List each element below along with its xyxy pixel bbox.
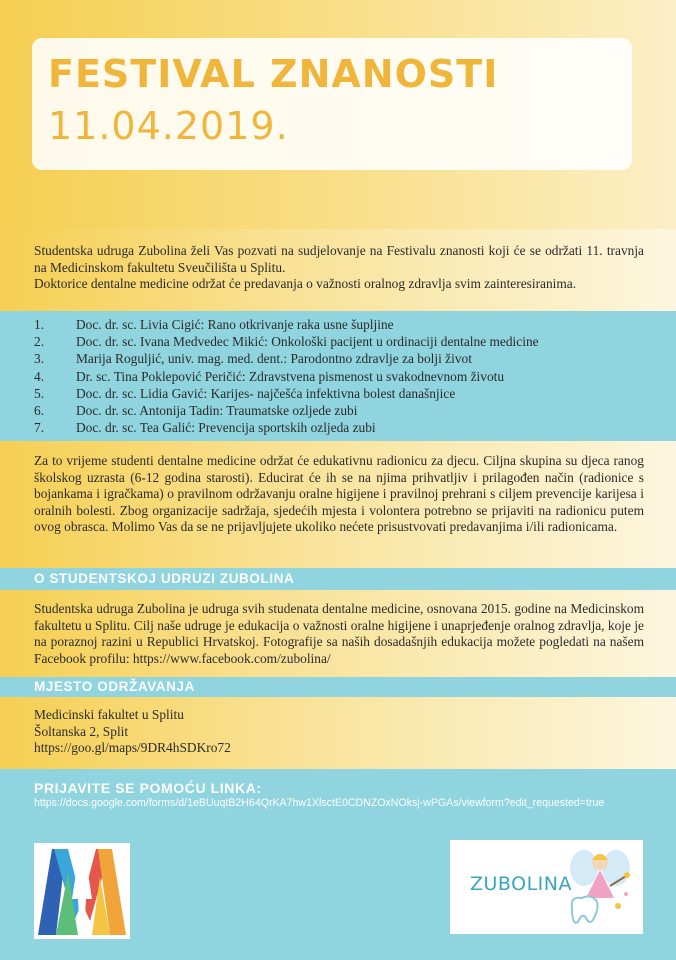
signup-heading: PRIJAVITE SE POMOĆU LINKA: bbox=[34, 780, 262, 796]
list-item bbox=[34, 385, 644, 402]
location-heading: MJESTO ODRŽAVANJA bbox=[34, 679, 195, 694]
lecture-text: Doc. dr. sc. Ivana Medvedec Mikić: Onkološki pacijent u ordinaciji dentalne medicine bbox=[76, 334, 539, 350]
list-item bbox=[34, 402, 644, 419]
intro-text bbox=[34, 243, 644, 293]
tooth-fairy-icon bbox=[560, 846, 638, 930]
lecture-text: Doc. dr. sc. Antonija Tadin: Traumatske ozljede zubi bbox=[76, 402, 358, 418]
intro-line-2: Doktorice dentalne medicine održat će predavanja o važnosti oralnog zdravlja svim zainteresiranima. bbox=[34, 276, 577, 291]
lecture-text: Doc. dr. sc. Livia Cigić: Rano otkrivanje raka usne šupljine bbox=[76, 317, 394, 332]
list-item bbox=[34, 350, 644, 367]
lecture-list bbox=[34, 316, 644, 436]
about-text: Studentska udruga Zubolina je udruga svih studenata dentalne medicine, osnovana 2015. godine na Medicinskom fakultetu u Splitu. Cilj naše udruge je edukacija o važnosti oralne higijene i unaprjeđenje oralnog zdravlja, koje je na poraznoj razini u Republici Hrvatskoj. Fotografije sa naših dosadašnjih edukacija možete pogledati na našem Facebook profilu: https://www.facebook.com/zubolina/ bbox=[34, 601, 644, 666]
list-item bbox=[34, 419, 644, 436]
list-number: 4. bbox=[34, 368, 45, 384]
lecture-text: Doc. dr. sc. Lidia Gavić: Karijes- najčešća infektivna bolest današnjice bbox=[76, 385, 456, 401]
lecture-text: Doc. dr. sc. Tea Galić: Prevencija sportskih ozljeda zubi bbox=[76, 420, 376, 436]
list-number: 1. bbox=[34, 317, 45, 332]
list-item bbox=[34, 333, 644, 350]
faculty-logo-icon bbox=[34, 843, 130, 939]
list-number: 3. bbox=[34, 351, 45, 367]
list-number: 2. bbox=[34, 334, 45, 350]
page-title: FESTIVAL ZNANOSTI bbox=[48, 52, 499, 96]
list-item bbox=[34, 368, 644, 385]
location-link[interactable]: https://goo.gl/maps/9DR4hSDKro72 bbox=[34, 740, 231, 755]
about-heading: O STUDENTSKOJ UDRUZI ZUBOLINA bbox=[34, 571, 295, 586]
faculty-logo bbox=[34, 843, 130, 939]
location-line-1: Medicinski fakultet u Splitu bbox=[34, 707, 184, 722]
event-date: 11.04.2019. bbox=[48, 104, 289, 148]
intro-line-1: Studentska udruga Zubolina želi Vas pozvati na sudjelovanje na Festivalu znanosti koji će se održati 11. travnja na Medicinskom fakultetu Sveučilišta u Splitu. bbox=[34, 243, 644, 275]
lecture-text: Marija Roguljić, univ. mag. med. dent.: Parodontno zdravlje za bolji život bbox=[76, 351, 472, 367]
workshop-text: Za to vrijeme studenti dentalne medicine održat će edukativnu radionicu za djecu. Ciljna skupina su djeca ranog školskog uzrasta (6-12 godina starosti). Educirat će ih se na njima prihvatljiv i prilagođen način (radionice s bojankama i igračkama) o pravilnom održavanju oralne higijene i pravilnoj prehrani s ciljem prevencije karijesa i oralnih bolesti. Zbog organizacije sadržaja, sjedećih mjesta i volontera potrebno se prijaviti na radionicu putem ovog obrasca. Molimo Vas da se ne prijavljujete ukoliko nećete prisustvovati predavanjima i/ili radionicama. bbox=[34, 453, 644, 534]
location-line-2: Šoltanska 2, Split bbox=[34, 723, 129, 739]
list-number: 6. bbox=[34, 402, 45, 418]
signup-link[interactable]: https://docs.google.com/forms/d/1eBUuqtB2H64QrKA7hw1XlsctE0CDNZOxNOksj-wPGAs/viewform?edit_requested=true bbox=[34, 797, 605, 809]
list-number: 5. bbox=[34, 385, 45, 401]
list-item bbox=[34, 316, 644, 333]
location-text bbox=[34, 707, 644, 757]
zubolina-brand: ZUBOLINA bbox=[470, 873, 572, 895]
list-number: 7. bbox=[34, 420, 45, 436]
lecture-text: Dr. sc. Tina Poklepović Peričić: Zdravstvena pismenost u svakodnevnom životu bbox=[76, 368, 505, 384]
